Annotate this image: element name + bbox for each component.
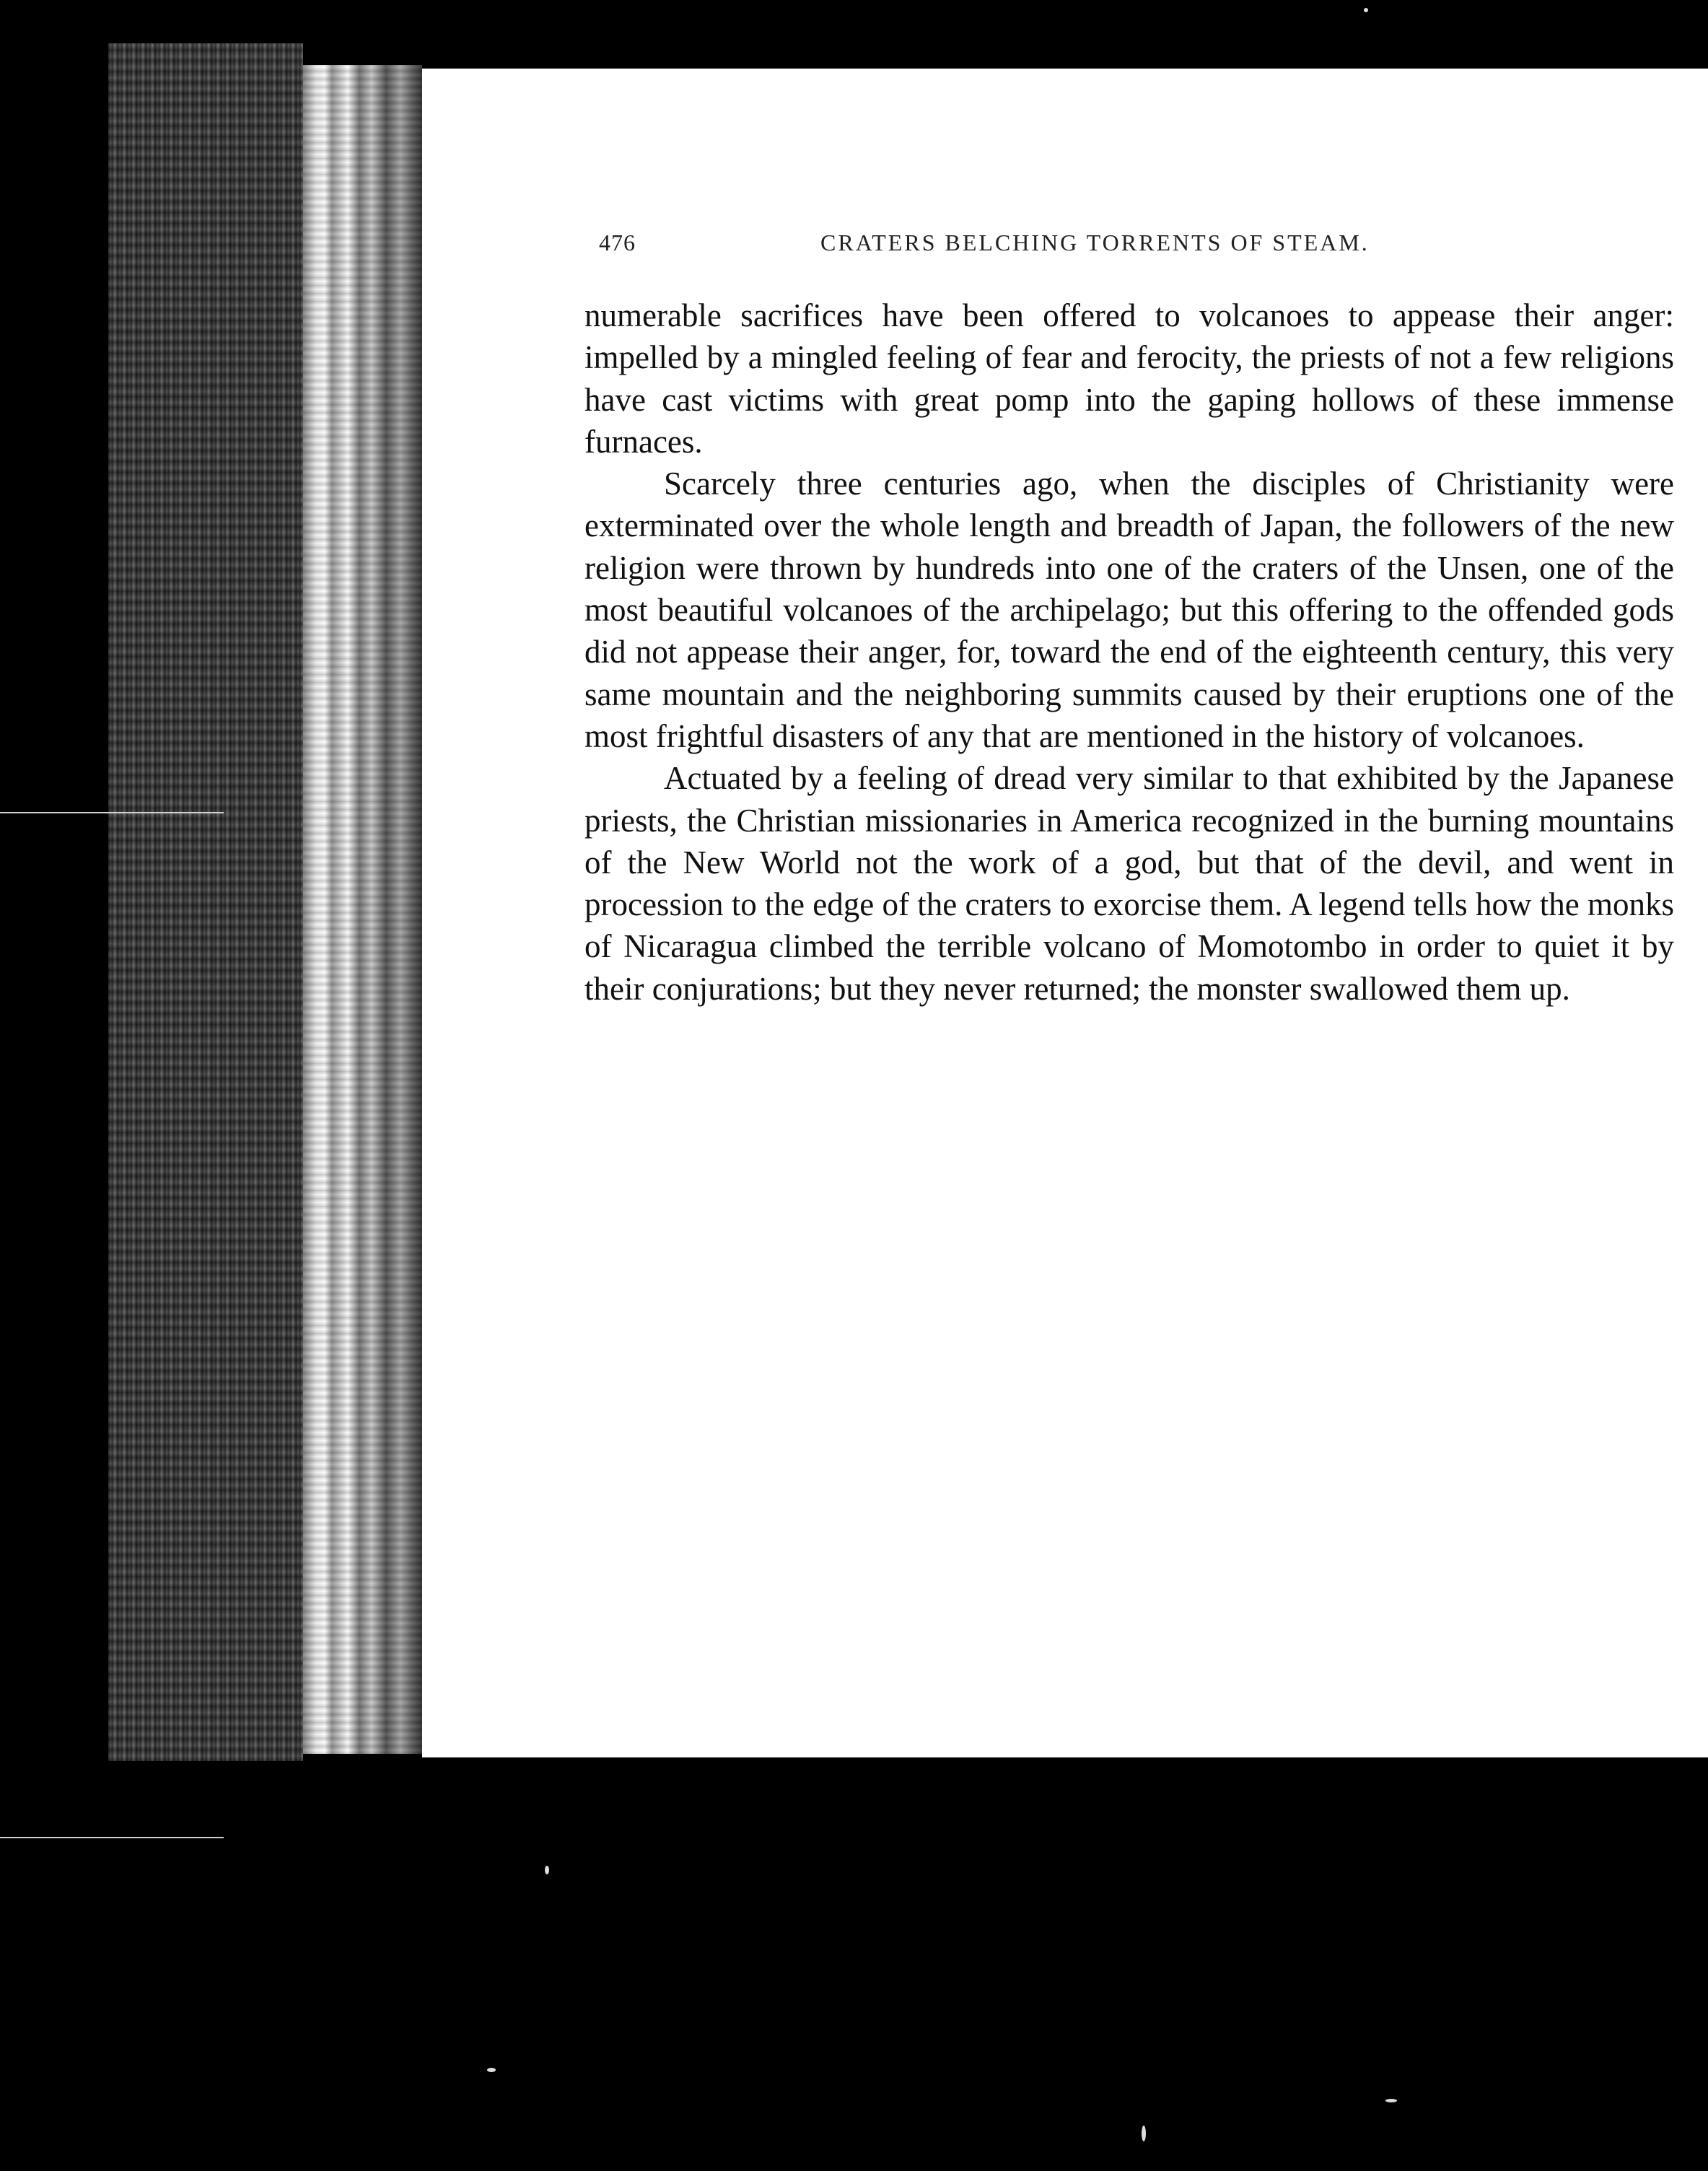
scan-speck [1142,2126,1146,2141]
body-text [584,294,1674,1010]
scan-edge-line [0,1837,224,1838]
book-edge-texture [108,43,303,1761]
paragraph: Scarcely three centuries ago, when the disciples of Christianity were exterminated over the whole length and breadth of Japan, the followers of the new religion were thrown by hundreds into one of the craters of the Unsen, one of the most beautiful volcanoes of the archipelago; but this offering to the offended gods did not appease their anger, for, toward the end of the eighteenth century, this very same mountain and the neighboring summits caused by their eruptions one of the most frightful disasters of any that are mentioned in the history of volcanoes. [584,466,1674,754]
scan-speck [1385,2099,1397,2102]
page-number: 476 [599,230,636,255]
page-stack-texture [303,65,422,1754]
scan-speck [487,2068,496,2072]
paragraph: numerable sacrifices have been offered to volcanoes to appease their anger: impelled by a mingled feeling of fear and ferocity, the priests of not a few religions have cast victims with great pomp into the gaping hollows of these immense furnaces. [584,297,1674,460]
scan-edge-line [0,812,224,813]
scan-speck [1364,8,1368,12]
paragraph: Actuated by a feeling of dread very similar to that exhibited by the Japanese priests, the Christian missionaries in America recognized in the burning mountains of the New World not the work of a god, but that of the devil, and went in procession to the edge of the craters to exorcise them. A legend tells how the monks of Nicaragua climbed the terrible volcano of Momotombo in order to quiet it by their conjurations; but they never returned; the monster swallowed them up. [584,760,1674,1007]
scan-speck [545,1866,549,1874]
chapter-header: CRATERS BELCHING TORRENTS OF STEAM. [820,230,1370,255]
